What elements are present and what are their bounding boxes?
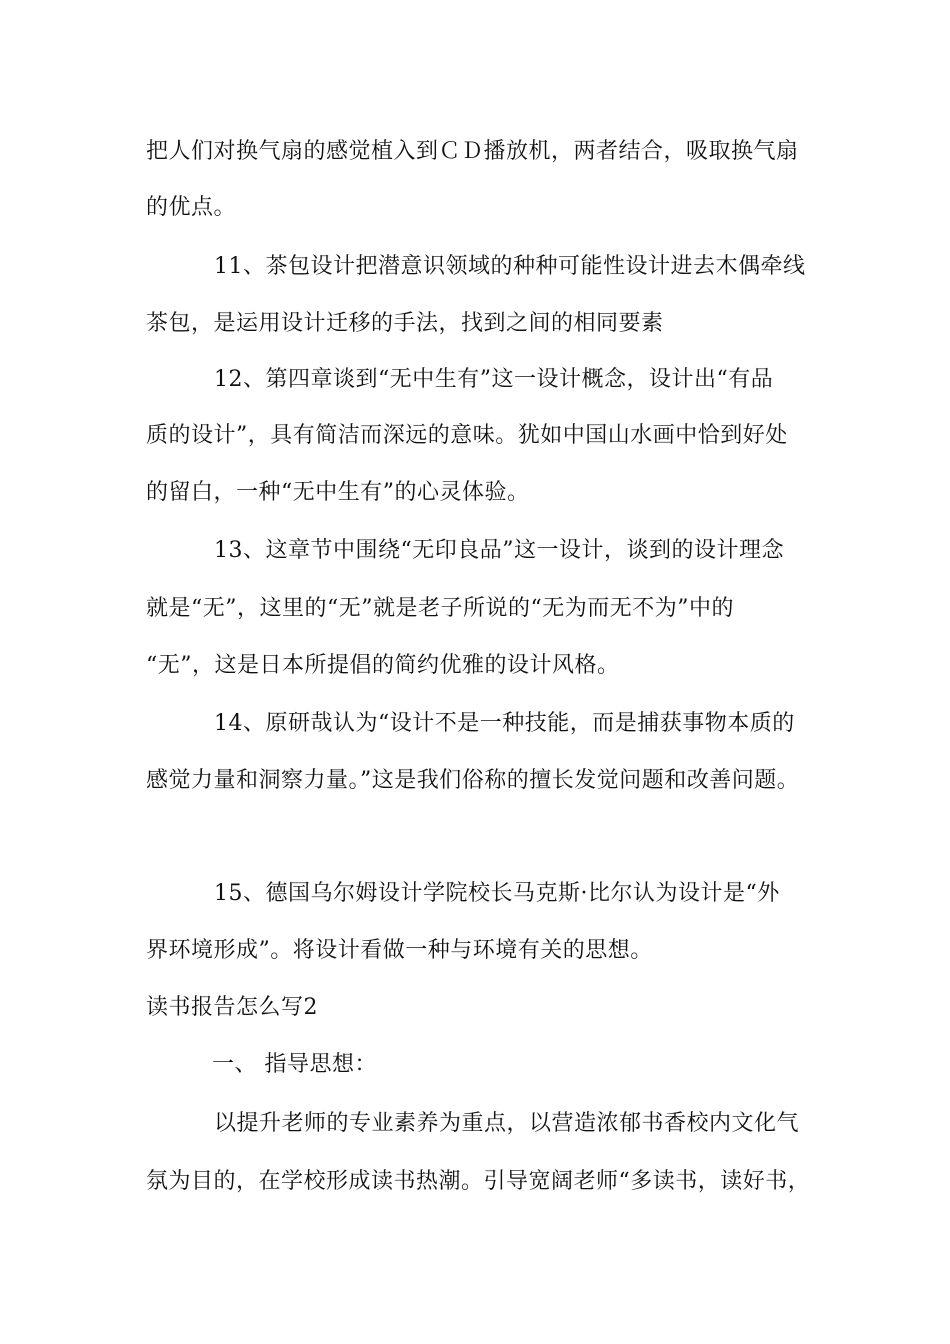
paragraph-line: 氛为目的，在学校形成读书热潮。引导宽阔老师“多读书，读好书， bbox=[146, 1169, 811, 1194]
paragraph-line: 11、茶包设计把潜意识领域的种种可能性设计进去木偶牵线 bbox=[214, 254, 806, 279]
paragraph-line: 12、第四章谈到“无中生有”这一设计概念，设计出“有品 bbox=[214, 367, 774, 392]
paragraph-line: 就是“无”，这里的“无”就是老子所说的“无为而无不为”中的 bbox=[146, 596, 734, 621]
outline-heading: 一、 指导思想： bbox=[212, 1052, 377, 1077]
paragraph-line: “无”，这是日本所提倡的简约优雅的设计风格。 bbox=[146, 653, 620, 678]
paragraph-line: 感觉力量和洞察力量。”这是我们俗称的擅长发觉问题和改善问题。 bbox=[146, 768, 800, 793]
paragraph-line: 质的设计”，具有简洁而深远的意味。犹如中国山水画中恰到好处 bbox=[146, 423, 788, 448]
paragraph-line: 把人们对换气扇的感觉植入到ＣＤ播放机，两者结合，吸取换气扇 bbox=[146, 139, 799, 164]
paragraph-line: 的留白，一种“无中生有”的心灵体验。 bbox=[146, 480, 530, 505]
paragraph-line: 界环境形成”。将设计看做一种与环境有关的思想。 bbox=[146, 938, 653, 963]
section-heading: 读书报告怎么写2 bbox=[146, 995, 318, 1020]
paragraph-line: 14、原研哉认为“设计不是一种技能，而是捕获事物本质的 bbox=[214, 711, 795, 736]
paragraph-line: 茶包，是运用设计迁移的手法，找到之间的相同要素 bbox=[146, 311, 664, 336]
paragraph-line: 15、德国乌尔姆设计学院校长马克斯·比尔认为设计是“外 bbox=[214, 881, 780, 906]
paragraph-line: 的优点。 bbox=[146, 195, 237, 220]
paragraph-line: 13、这章节中围绕“无印良品”这一设计，谈到的设计理念 bbox=[214, 538, 784, 563]
paragraph-line: 以提升老师的专业素养为重点，以营造浓郁书香校内文化气 bbox=[214, 1111, 800, 1136]
